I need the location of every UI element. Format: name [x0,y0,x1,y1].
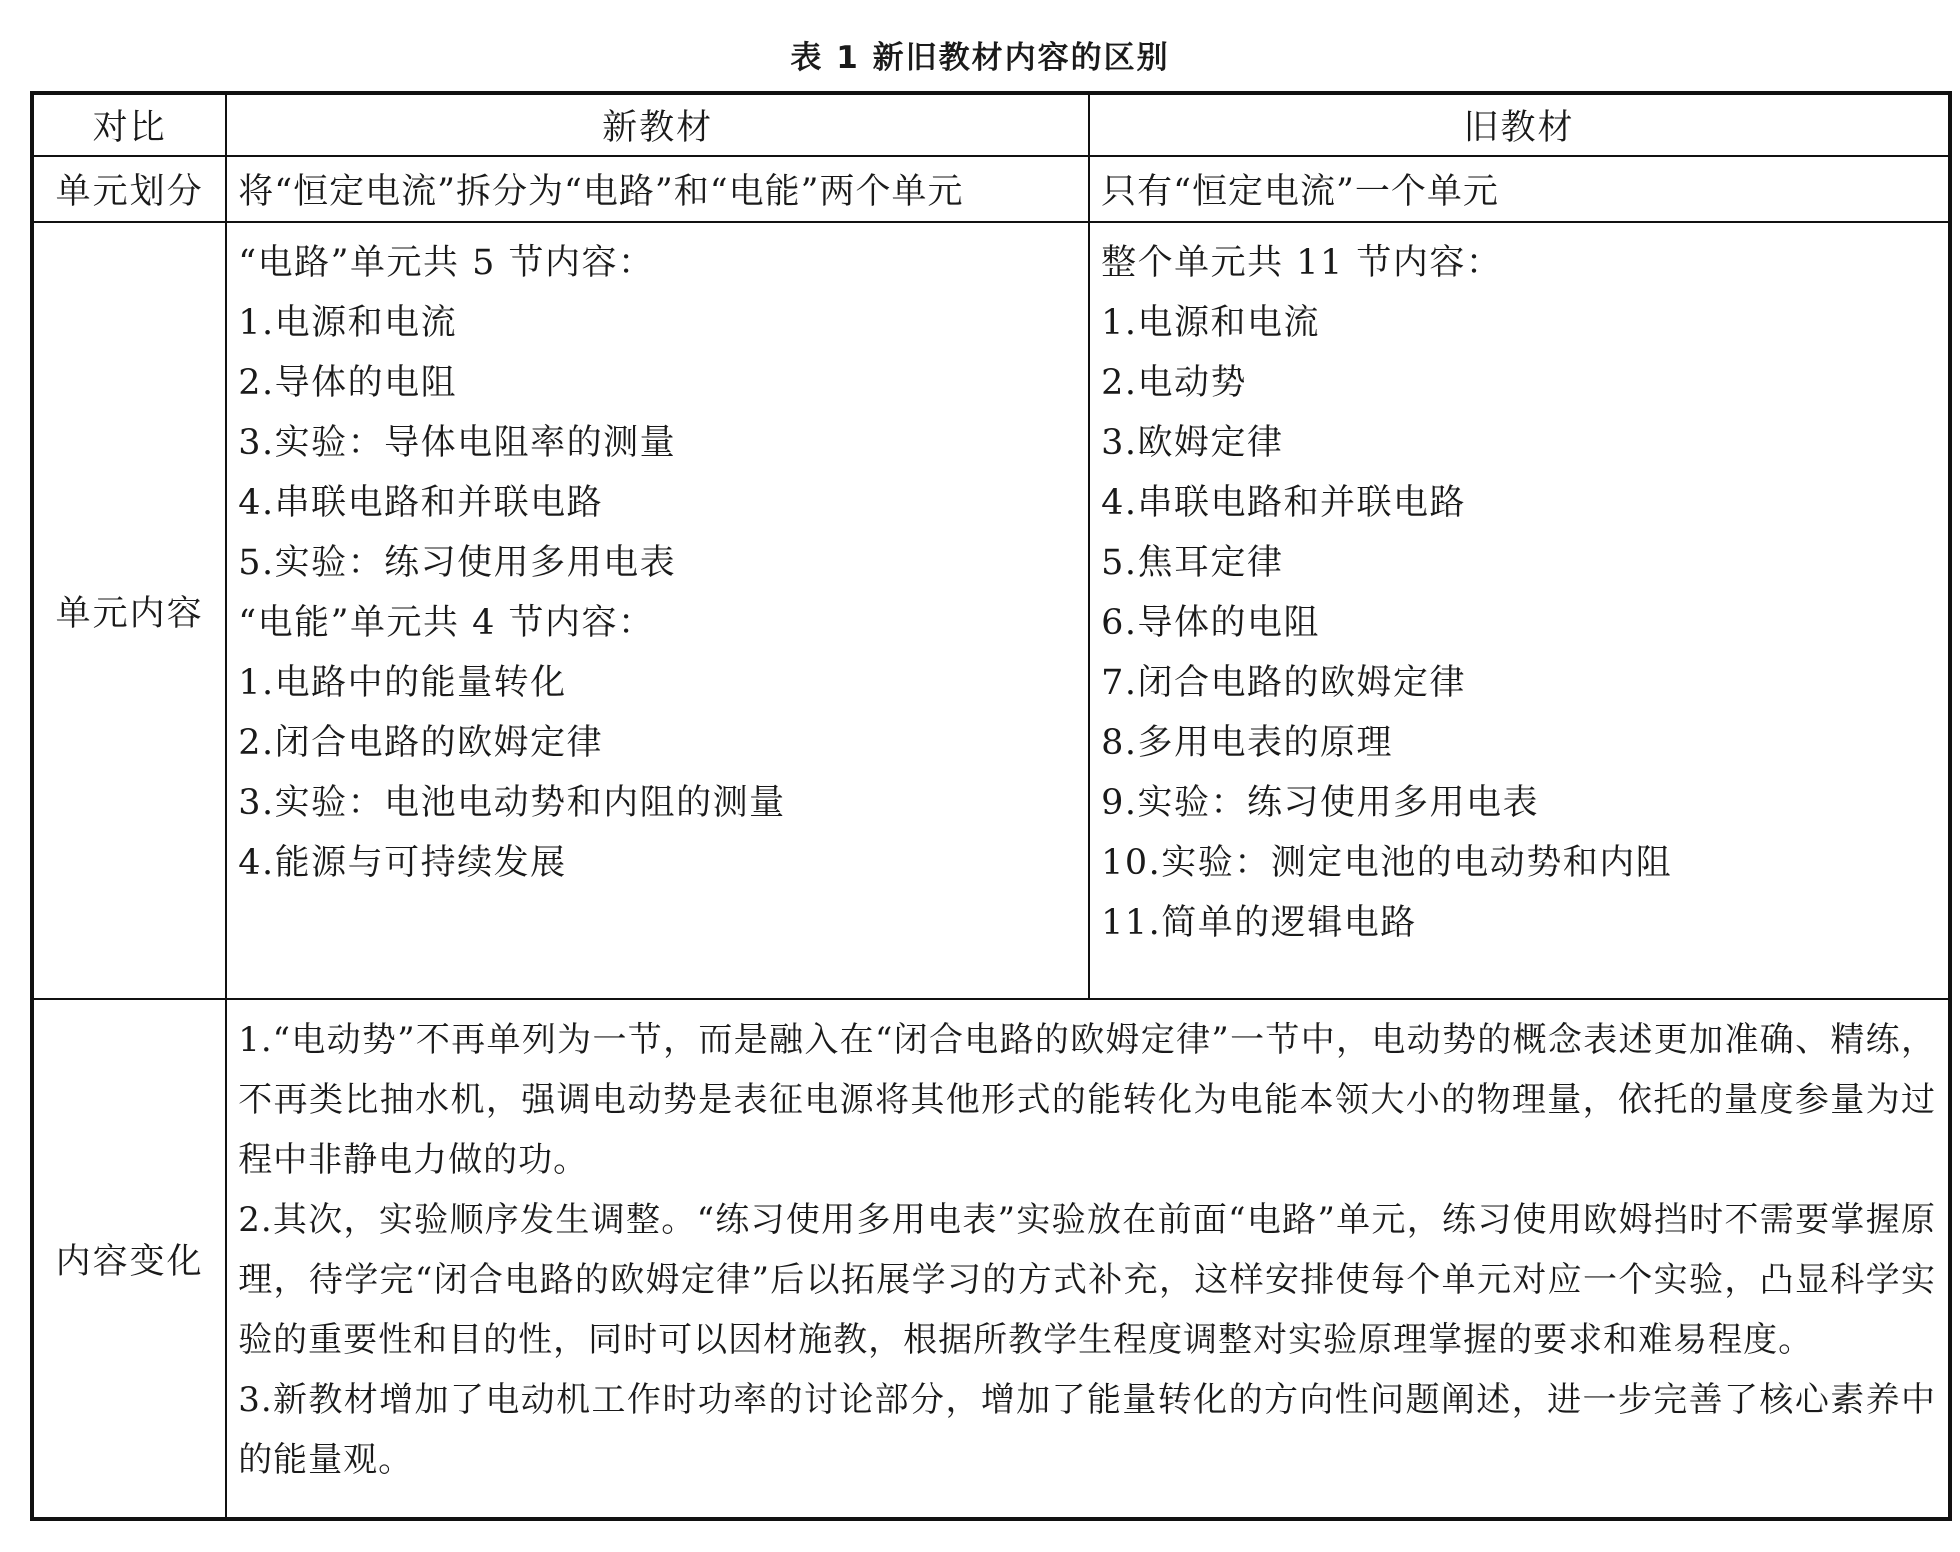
list-item: 8.多用电表的原理 [1101,723,1393,763]
list-item: 3.实验：电池电动势和内阻的测量 [238,783,786,823]
list-item: 4.能源与可持续发展 [238,843,567,883]
content-change-label: 内容变化 [32,999,226,1519]
list-item: 11.简单的逻辑电路 [1101,903,1417,943]
unit-content-label: 单元内容 [32,222,226,999]
list-item: 1.电源和电流 [1101,303,1320,343]
header-new-textbook: 新教材 [226,93,1089,156]
list-item: “电能”单元共 4 节内容： [238,603,655,643]
list-item: 2.闭合电路的欧姆定律 [238,723,604,763]
list-item: 2.导体的电阻 [238,363,458,403]
unit-division-label: 单元划分 [32,156,226,222]
list-item: 5.实验：练习使用多用电表 [238,543,677,583]
unit-division-new: 将“恒定电流”拆分为“电路”和“电能”两个单元 [226,156,1089,222]
unit-division-row [32,156,1950,222]
list-item: 1.电源和电流 [238,303,458,343]
list-item: 整个单元共 11 节内容： [1101,243,1503,283]
list-item: 9.实验：练习使用多用电表 [1101,783,1539,823]
unit-division-old: 只有“恒定电流”一个单元 [1089,156,1950,222]
header-compare: 对比 [32,93,226,156]
content-change-row [32,999,1950,1519]
list-item: 2.电动势 [1101,363,1247,403]
unit-content-row [32,222,1950,999]
comparison-table [30,91,1952,1521]
list-item: 5.焦耳定律 [1101,543,1284,583]
header-row [32,93,1950,156]
unit-content-old [1089,222,1950,999]
list-item: 3.欧姆定律 [1101,423,1284,463]
content-change-text [226,999,1950,1519]
change-paragraph-1: 1.“电动势”不再单列为一节，而是融入在“闭合电路的欧姆定律”一节中，电动势的概念表述更加准确、精练，不再类比抽水机，强调电动势是表征电源将其他形式的能转化为电能本领大小的物理量，依托的量度参量为过程中非静电力做的功。 [238,1020,1936,1180]
change-paragraph-3: 3.新教材增加了电动机工作时功率的讨论部分，增加了能量转化的方向性问题阐述，进一步完善了核心素养中的能量观。 [238,1380,1936,1480]
header-old-textbook: 旧教材 [1089,93,1950,156]
list-item: 1.电路中的能量转化 [238,663,567,703]
change-paragraph-2: 2.其次，实验顺序发生调整。“练习使用多用电表”实验放在前面“电路”单元，练习使用欧姆挡时不需要掌握原理，待学完“闭合电路的欧姆定律”后以拓展学习的方式补充，这样安排使每个单元对应一个实验，凸显科学实验的重要性和目的性，同时可以因材施教，根据所教学生程度调整对实验原理掌握的要求和难易程度。 [238,1200,1936,1360]
list-item: 3.实验：导体电阻率的测量 [238,423,677,463]
list-item: 10.实验：测定电池的电动势和内阻 [1101,843,1673,883]
list-item: 4.串联电路和并联电路 [238,483,604,523]
list-item: 7.闭合电路的欧姆定律 [1101,663,1466,703]
list-item: 4.串联电路和并联电路 [1101,483,1466,523]
unit-content-new [226,222,1089,999]
list-item: 6.导体的电阻 [1101,603,1320,643]
table-caption: 表 1 新旧教材内容的区别 [790,40,1170,76]
list-item: “电路”单元共 5 节内容： [238,243,655,283]
